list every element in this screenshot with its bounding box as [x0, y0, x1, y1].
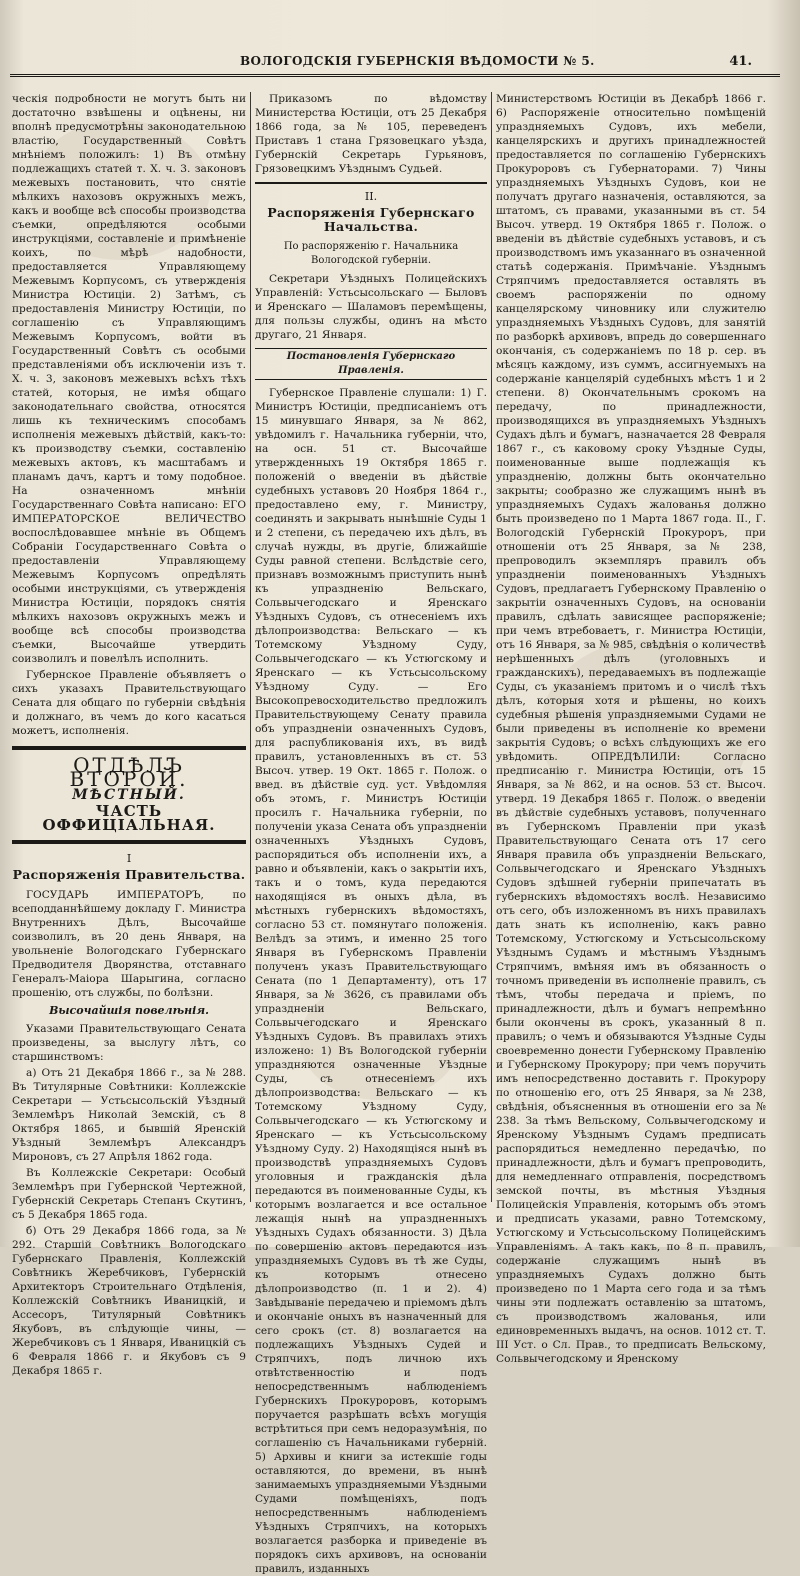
text-column-1 [12, 92, 246, 1377]
column-divider [491, 92, 492, 1202]
section-rule [12, 746, 246, 750]
paragraph: Губернское Правленіе объявляетъ о сихъ указахъ Правительствующаго Сената для общаго по губерніи свѣдѣнія и должнаго, въ чемъ до кого касаться можетъ, исполненія. [12, 669, 246, 737]
section-title: Распоряженія Губернскаго Начальства. [267, 205, 475, 234]
section-title: Распоряженія Правительства. [12, 867, 246, 882]
column-divider [250, 92, 251, 1202]
header-rule [10, 74, 780, 77]
paragraph: Губернское Правленіе слушали: 1) Г. Министръ Юстиціи, предписаніемъ отъ 15 минувшаго Января, за № 862, увѣдомилъ г. Начальника губерніи, что, на осн. 51 ст. Высочайше утвержденныхъ 19 Октября 1865 г. положеній о введеніи въ дѣйствіе судебныхъ уставовъ 20 Ноября 1864 г., предоставлено ему, г. Министру, соединять и закрывать нынѣшніе Суды 1 и 2 степени, съ передачею ихъ дѣлъ, въ случаѣ нужды, въ другіе, ближайшіе Суды равной степени. Вслѣдствіе сего, признавъ возможнымъ приступить нынѣ къ упраздненію Вельскаго, Сольвычегодскаго и Яренскаго Уѣздныхъ Судовъ, съ отнесеніемъ ихъ дѣлопроизводства: Вельскаго — къ Тотемскому Уѣздному Суду, Сольвычегодскаго — къ Устюгскому и Яренскаго — къ Устьсысольскому Уѣздному Суду. — Его Высокопревосходительство предложилъ Правительствующему Сенату правила объ упраздненіи означенныхъ Судовъ, для распубликованія ихъ, въ видѣ правилъ, установленныхъ въ ст. 53 Высоч. утвер. 19 Окт. 1865 г. Полож. о введ. въ дѣйствіе суд. уст. Увѣдомляя объ этомъ, г. Министръ Юстиціи просилъ г. Начальника губерніи, по полученіи указа Сената объ упраздненіи означенныхъ Уѣздныхъ Судовъ, распорядиться объ исполненіи ихъ, а равно и объявленіи, какъ о закрытіи ихъ, такъ и о томъ, куда передаются находящіяся въ оныхъ дѣла, въ мѣстныхъ губернскихъ вѣдомостяхъ, согласно 53 ст. помянутаго положенія. Велѣдъ за этимъ, и именно 25 того Января въ Губернскомъ Правленіи полученъ указъ Правительствующаго Сената (по 1 Департаменту), отъ 17 Января, за № 3626, съ правилами объ упраздненіи Вельскаго, Сольвычегодскаго и Яренскаго Уѣздныхъ Судовъ. Въ правилахъ этихъ изложено: 1) Въ Вологодской губерніи упраздняются означенные Уѣздные Суды, съ отнесеніемъ ихъ дѣлопроизводства: Вельскаго — къ Тотемскому Уѣздному Суду, Сольвычегодскаго — къ Устюгскому и Яренскаго — къ Устьсысольскому Уѣздному Суду. 2) Находящіяся нынѣ въ производствѣ упраздняемыхъ Судовъ уголовныя и гражданскія дѣла передаются въ поименованные Суды, къ которымъ возлагается и все остальное лежащія нынѣ на упраздненныхъ Уѣздныхъ Судахъ обязанности. 3) Дѣла по совершенію актовъ передаются изъ упраздняемыхъ Судовъ въ тѣ же Суды, къ которымъ отнесено дѣлопроизводство (п. 1 и 2). 4) Завѣдываніе передачею и пріемомъ дѣлъ и окончаніе оныхъ въ назначенный для сего срокъ (ст. 8) возлагается на подлежащихъ Уѣздныхъ Судей и Стряпчихъ, подъ личною ихъ отвѣтственностію и подъ непосредственнымъ наблюденіемъ Губернскихъ Прокуроровъ, которымъ поручается разрѣшать всѣхъ могущія встрѣтиться при семъ недоразумѣнія, по соглашенію съ Начальниками губерній. 5) Архивы и книги за истекшіе годы оставляются, до времени, въ нынѣ занимаемыхъ упраздняемыми Уѣздными Судами помѣщеніяхъ, подъ непосредственнымъ наблюденіемъ Уѣздныхъ Стряпчихъ, на которыхъ возлагается разборка и приведеніе въ порядокъ сихъ архивовъ, на основаніи правилъ, изданныхъ [255, 387, 487, 1575]
department-title: ОТДѢЛЪ ВТОРОЙ. [69, 753, 189, 791]
section-rule [12, 840, 246, 844]
paragraph: а) Отъ 21 Декабря 1866 г., за № 288. Въ Титулярные Совѣтники: Коллежскіе Секретари — Устьсысольскій Уѣздный Землемѣръ Николай Земскій, съ 8 Октября 1865, и бывшій Яренскій Уѣздный Землемѣръ Александръ Мироновъ, съ 27 Апрѣля 1862 года. [12, 1067, 246, 1163]
resolutions-heading: Постановленія Губернскаго Правленія. [255, 348, 487, 380]
subheading: Высочайшія повелѣнія. [49, 1004, 209, 1017]
paragraph: ГОСУДАРЬ ИМПЕРАТОРЪ, по всеподданнѣйшему докладу Г. Министра Внутреннихъ Дѣлъ, Высочайше соизволилъ, въ 20 день Января, на увольненіе Вологодскаго Губернскаго Предводителя Дворянства, отставнаго Генералъ-Маіора Шарыгина, согласно прошенію, отъ службы, по болѣзни. [12, 889, 246, 999]
text-column-2 [255, 92, 487, 1575]
masthead-title: ВОЛОГОДСКІЯ ГУБЕРНСКІЯ ВѢДОМОСТИ № 5. [240, 54, 595, 68]
section-rule [255, 182, 487, 184]
text-column-3 [496, 92, 766, 1365]
paragraph: Указами Правительствующаго Сената произведены, за выслугу лѣтъ, со старшинствомъ: [12, 1023, 246, 1063]
paragraph: Въ Коллежскіе Секретари: Особый Землемѣръ при Губернской Чертежной, Губернскій Секретарь Степанъ Скутинъ, съ 5 Декабря 1865 года. [12, 1167, 246, 1221]
section-number: I [126, 852, 132, 865]
official-part-title: ЧАСТЬ ОФФИЦІАЛЬНАЯ. [42, 802, 216, 834]
page-header [10, 48, 780, 78]
paragraph: Приказомъ по вѣдомству Министерства Юстиціи, отъ 25 Декабря 1866 года, за № 105, переведенъ Приставъ 1 стана Грязовецкаго уѣзда, Губернскій Секретарь Гурьяновъ, Грязовецкимъ Уѣзднымъ Судьей. [255, 93, 487, 175]
paragraph: б) Отъ 29 Декабря 1866 года, за № 292. Старшій Совѣтникъ Вологодскаго Губернскаго Правленія, Коллежскій Совѣтникъ Жеребчиковъ, Губернскій Архитекторъ Строительнаго Отдѣленія, Коллежскій Совѣтникъ Иваницкій, и Ассесоръ, Титулярный Совѣтникъ Якубовъ, въ слѣдующіе чины, — Жеребчиковъ съ 1 Января, Иваницкій съ 6 Февраля 1866 г. и Якубовъ съ 9 Декабря 1865 г. [12, 1225, 246, 1377]
paragraph: Секретари Уѣздныхъ Полицейскихъ Управленій: Устьсысольскаго — Быловъ и Яренскаго — Шаламовъ перемѣщены, для пользы службы, одинъ на мѣсто другаго, 21 Января. [255, 273, 487, 341]
page-number: 41. [729, 54, 752, 69]
department-subtitle: МѢСТНЫЙ. [72, 787, 186, 803]
section-number: II. [364, 190, 378, 203]
paragraph: ческія подробности не могутъ быть ни достаточно взвѣшены и оцѣнены, ни вполнѣ предусмотрѣны законодательною властію, Государственный Совѣтъ мнѣніемъ положилъ: 1) Въ отмѣну подлежащихъ статей т. Х. ч. 3. законовъ межевыхъ постановить, что снятіе мѣлкихъ нахозовъ окружныхъ межъ, какъ и вообще всѣ способы производства съемки, опредѣляются особыми инструкціями, составленіе и примѣненіе коихъ, по мѣрѣ надобности, предоставляется Управляющему Межевымъ Корпусомъ, съ утвержденія Министра Юстиціи. 2) Затѣмъ, съ предоставленія Министру Юстиціи, по соглашенію съ Управляющимъ Межевымъ Корпусомъ, войти въ Государственный Совѣтъ съ особыми представленіями объ исключеніи изъ т. Х. ч. 3, законовъ межевыхъ всѣхъ тѣхъ статей, которыя, не имѣя общаго законодательнаго свойства, относятся лишь къ техническимъ способамъ исполненія межевыхъ дѣйствій, какъ-то: къ производству съемки, составленію межевыхъ актовъ, къ масштабамъ и планамъ дачъ, картъ и тому подобное. На означенномъ мнѣніи Государственнаго Совѣта написано: ЕГО ИМПЕРАТОРСКОЕ ВЕЛИЧЕСТВО воспослѣдовавшее мнѣніе въ Общемъ Собраніи Государственнаго Совѣта о предоставленіи Управляющему Межевымъ Корпусомъ опредѣлять особыми инструкціями, съ утвержденія Министра Юстиціи, порядокъ снятія мѣлкихъ нахозовъ окружныхъ межъ и вообще всѣ способы производства съемки, Высочайше утвердить соизволилъ и повелѣлъ исполнить. [12, 93, 246, 665]
paragraph: Министерствомъ Юстиціи въ Декабрѣ 1866 г. 6) Распоряженіе относительно помѣщеній упраздняемыхъ Судовъ, ихъ мебели, канцелярскихъ и другихъ принадлежностей предоставляется по соглашенію Губернскихъ Прокуроровъ съ Губернаторами. 7) Чины упраздняемыхъ Уѣздныхъ Судовъ, кои не получатъ другаго назначенія, оставляются, за штатомъ, съ правами, указанными въ ст. 54 Высоч. утверд. 19 Октября 1865 г. Полож. о введеніи въ дѣйствіе судебныхъ уставовъ, и съ производствомъ имъ указаннаго въ означенной статьѣ содержанія. Примѣчаніе. Уѣзднымъ Стряпчимъ предоставляется оставлять въ своемъ распоряженіи по одному канцелярскому чиновнику или служителю упраздняемыхъ Уѣздныхъ Судовъ, для занятій по разборкѣ архивовъ, впредь до совершеннаго окончанія, съ содержаніемъ по 18 р. сер. въ мѣсяцъ каждому, изъ суммъ, ассигнуемыхъ на содержаніе канцелярій судебныхъ мѣстъ 1 и 2 степени. 8) Окончательнымъ срокомъ на передачу, по принадлежности, производящихся въ упраздняемыхъ Уѣздныхъ Судахъ дѣлъ и бумагъ, назначается 28 Февраля 1867 г., съ каковому сроку Уѣздные Суды, поименованные выше подлежащія къ упраздненію, должны быть окончательно закрыты; сообразно же служащимъ нынѣ въ упраздняемыхъ Судахъ жалованья должно быть произведено по 1 Марта 1867 года. II., Г. Вологодскій Губернскій Прокуроръ, при отношеніи отъ 25 Января, за № 238, препроводилъ экземпляръ правилъ объ упраздненіи поименованныхъ Уѣздныхъ Судовъ, предлагаетъ Губернскому Правленію о закрытіи означенныхъ Судовъ, на основаніи правилъ, сдѣлать зависящее распоряженіе; при чемъ втребоваетъ, г. Министра Юстиціи, отъ 16 Января, за № 985, свѣдѣнія о количествѣ нерѣшенныхъ дѣлъ (уголовныхъ и гражданскихъ), передаваемыхъ въ подлежащіе Суды, съ указаніемъ притомъ и о числѣ тѣхъ дѣлъ, которыя хотя и рѣшены, но коихъ судебныя рѣшенія упраздняемыми Судами не были приведены въ исполненіе ко времени закрытія Судовъ; о всѣхъ слѣдующихъ же его увѣдомить. ОПРЕДѢЛИЛИ: Согласно предписанію г. Министра Юстиціи, отъ 15 Января, за № 862, и на основ. 53 ст. Высоч. утверд. 19 Декабря 1865 г. Полож. о введеніи въ дѣйствіе судебныхъ уставовъ, полученнаго въ Губернскомъ Правленіи при указѣ Правительствующаго Сената отъ 17 сего Января правила объ упраздненіи Вельскаго, Сольвычегодскаго и Яренскаго Уѣздныхъ Судовъ здѣшней губерніи припечатать въ губернскихъ вѣдомостяхъ вослѣ. Независимо отъ сего, объ изложенномъ въ нихъ правилахъ дать знать къ исполненію, какъ равно Тотемскому, Устюгскому и Устьсысольскому Уѣзднымъ Судамъ и мѣстнымъ Уѣзднымъ Стряпчимъ, вмѣняя имъ въ обязанность о точномъ приведеніи въ исполненіе правилъ, съ тѣмъ, чтобы передача и пріемъ, по принадлежности, дѣлъ и бумагъ непремѣнно были окончены въ срокъ, указанный 8 п. правилъ; о чемъ и обязываются Уѣздные Суды своевременно донести Губернскому Правленію и Губернскому Прокурору; при чемъ поручить имъ непосредственно доставить г. Прокурору по отношенію его, отъ 25 Января, за № 238, свѣдѣнія, объясненныя въ отношеніи его за № 238. За тѣмъ Вельскому, Сольвычегодскому и Яренскому Уѣзднымъ Судамъ предписать распорядиться немедленно передачѣю, по принадлежности, дѣлъ и бумагъ препроводить, для немедленнаго отправленія, посредствомъ земской почты, въ мѣстныя Уѣздныя Полицейскія Управленія, которымъ объ этомъ и предписать указами, равно Тотемскому, Устюгскому и Устьсысольскому Полицейскимъ Управленіямъ. А такъ какъ, по 8 п. правилъ, содержаніе служащимъ нынѣ въ упраздняемыхъ Судахъ должно быть произведено по 1 Марта сего года и за тѣмъ чины эти подлежатъ оставленію за штатомъ, съ производствомъ жалованья, или единовременныхъ выдачъ, на основ. 1012 ст. Т. III Уст. о Сл. Прав., то предписать Вельскому, Сольвычегодскому и Яренскому [496, 93, 766, 1365]
section-subtitle: По распоряженію г. Начальника Вологодской губерніи. [283, 241, 459, 266]
